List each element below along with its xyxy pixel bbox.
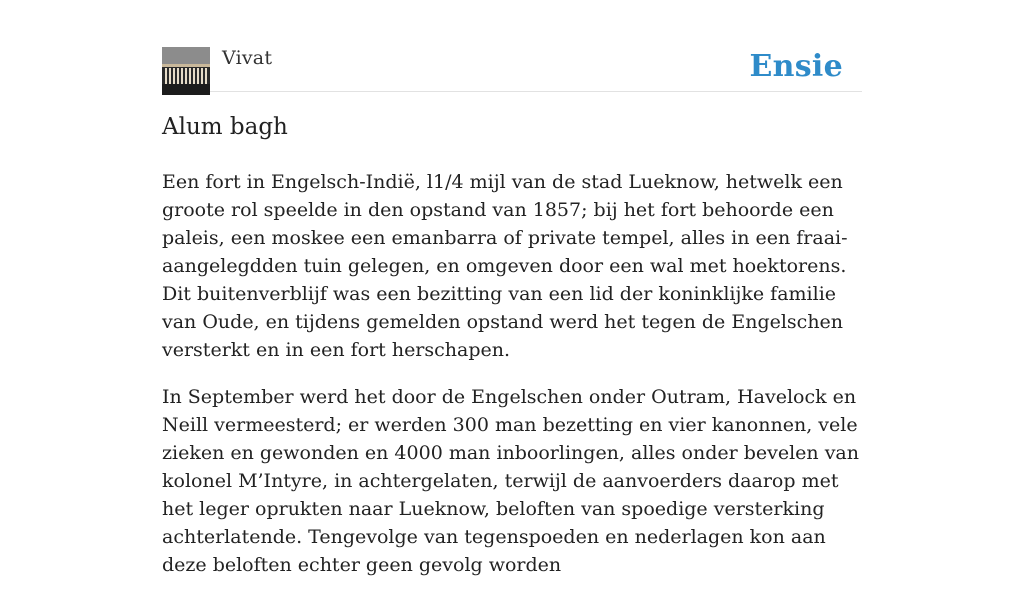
article-title: Alum bagh [162,114,288,140]
typewriter-icon [162,47,210,95]
author-avatar[interactable] [162,47,210,95]
author-name[interactable]: Vivat [222,47,273,69]
article-body [162,168,862,598]
brand-logo[interactable]: Ensie [749,49,843,84]
paragraph: Een fort in Engelsch-Indië, l1/4 mijl van de stad Lueknow, hetwelk een groote rol speelde in den opstand van 1857; bij het fort behoorde een paleis, een moskee een emanbarra of private tempel, alles in een fraai-aangelegdden tuin gelegen, en omgeven door een wal met hoektorens. Dit buitenverblijf was een bezitting van een lid der koninklijke familie van Oude, en tijdens gemelden opstand werd het tegen de Engelschen versterkt en in een fort herschapen. [162,171,848,361]
article-header [162,44,862,92]
paragraph: In September werd het door de Engelschen onder Outram, Havelock en Neill vermeesterd; er werden 300 man bezetting en vier kanonnen, vele zieken en gewonden en 4000 man inboorlingen, alles onder bevelen van kolonel M’Intyre, in achtergelaten, terwijl de aanvoerders daarop met het leger oprukten naar Lueknow, beloften van spoedige versterking achterlatende. Tengevolge van tegenspoeden en nederlagen kon aan deze beloften echter geen gevolg worden [162,386,859,576]
